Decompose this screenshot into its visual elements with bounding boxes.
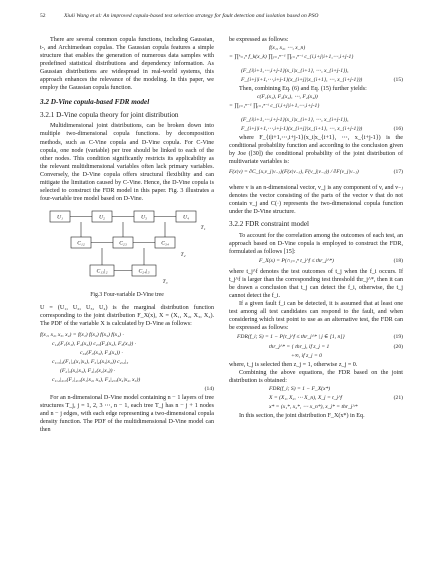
eq14-label: (14) (204, 386, 214, 393)
figure-dvine-tree (40, 207, 214, 311)
label-c34: C₃₄ (161, 240, 169, 247)
subsection-heading-3-2-2: 3.2.2 FDR constraint model (229, 220, 310, 229)
paragraph-then-combining: Then, combining Eq. (6) and Eq. (15) further yields: (239, 86, 367, 93)
paragraph-vector-v: where v is an n-dimensional vector, v_j is any component of v, and v₋ⱼ denotes the vector consisting of the parts of the vector v that do not contain v_j and C(·) represents the two-dimensional copula function under the D-Vine structure. (229, 185, 403, 216)
eq14-line-6: c₁,₄|₂,₃(F₁|₂,₃(x₁|x₂, x₃), F₄|₂,₃(x₄|x₂, x₃)) (52, 377, 141, 384)
eq21-label: (21) (393, 395, 403, 402)
eq14-line-5: (F₂|₃(x₂|x₃), F₄|₃(x₄|x₃)) · (60, 368, 116, 375)
page-number: 52 (40, 13, 46, 19)
eq21-line-1: FDR(f_i; S) = 1 − F_X(x*) (269, 386, 331, 393)
eq20-label: (20) (393, 344, 403, 351)
equation-19 (229, 333, 403, 343)
eq14-line-4: c₁,₃|₂(F₁|₂(x₁|x₂), F₃|₂(x₃|x₂)) c₂,₄|₃ (52, 359, 129, 366)
eq19-label: (19) (393, 334, 403, 341)
paragraph-dvine-theory: Multidimensional joint distributions, can be broken down into multiple two-dimensional copula functions. by decomposition methods, such as C-Vine copula and D-Vine copula. For C-Vine copula, one node (variable) per tree should be linked to each of the other nodes. This condition significantly restricts its applicability as the relevant multidimensional variables often lack primary variables. Conversely, the D-Vine copula offers structural flexibility and can mitigate the limitation caused by C-Vine. Hence, the D-Vine copula is selected to construct the FDR model in this paper. Fig. 3 illustrates a four-variable tree model based on D-Vine. (40, 123, 214, 202)
eq21-line-3: x* = (x₁*, x₂*, ⋯ x_n*), x_j* = thr_j^* (269, 404, 358, 411)
right-column (229, 36, 403, 420)
label-u2: U₂ (99, 214, 105, 221)
eq15-label: (15) (393, 77, 403, 84)
eq17-body: F(x|v) = ∂C_{x,v_j|v₋ⱼ}(F(x|v₋ⱼ), F(v_j|v₋ⱼ)) / ∂F(v_j|v₋ⱼ) (229, 169, 359, 176)
label-c13-2: C₁₃|₂ (96, 268, 108, 275)
paragraph-fdr-constraint: To account for the correlation among the outcomes of each test, an approach based on D-Vine copula is employed to construct the FDR, formulated as follows [15]: (229, 232, 403, 255)
paragraph-n-dimensional-dvine: For an n-dimensional D-Vine model containing n − 1 layers of tree structures T_j, j = 1, 2, 3 ⋯, n − 1, each tree T_j has n − j + 1 nodes and n − j edges, with each edge representing a two-dimensional copula density function. The PDF of the multidimensional D-Vine model can then (40, 395, 214, 434)
eq15-line-2: = ∏ᵏ₌₁ⁿ f_k(x_k) ∏ⱼ₌₁ⁿ⁻¹ ∏ᵢ₌₁ⁿ⁻ʲ c_{i,i+j|i+1,⋯,i+j-1} (229, 54, 354, 61)
paragraph-conditional-probability: where F_{i|i+1,⋯,i+j-1}(x_i|x_{i+1}, ⋯, x_{i+j-1}) is the conditional probability function and according to the conclusion given by Joe ([30]) the conditional probability of the joint distribution of multivariate variables is: (229, 135, 403, 166)
paragraph-copula-functions: There are several common copula functions, including Gaussian, t-, and Archimedean copulas. The Gaussian copula features a simple structure that enables the generation of numerous data samples with predefined statistical distributions and dependency information. As Gaussian distributions are widespread in real-world systems, this approach enhances the relevance of the modeling. In this paper, we employ the Gaussian copula function. (40, 37, 214, 92)
eq18-label: (18) (393, 257, 403, 264)
eq16-line-3: (F_{i|i+1,⋯,i+j-1}(x_i|x_{i+1}, ⋯, x_{i+j-1}), (241, 117, 349, 124)
left-column (40, 36, 214, 434)
section-heading-3-2: 3.2 D-Vine copula-based FDR model (40, 98, 150, 107)
paragraph-test-outcomes: where t_j^f denotes the test outcomes of t_j when the f_i occurs. If t_j^f is larger than the corresponding test threshold thr_j^*, then it can be drawn a conclusion that t_j can detect the f_i, otherwise, the t_j cannot detect the f_i. (229, 268, 403, 299)
paragraph-marginal-distribution: U = (U₁, U₂, U₃, U₄) is the marginal distribution function corresponding to the joint distribution F_X(x), X = (X₁, X₂, X₃, X₄). The PDF of the variable X is calculated by D-Vine as follows: (40, 304, 214, 328)
equation-14 (40, 331, 214, 394)
eq16-line-4: F_{i+j|i+1,⋯,i+j-1}(x_{i+j}|x_{i+1}, ⋯, x_{i+j-1})) (16) (241, 126, 403, 133)
figure-caption: Fig.3 Four-variable D-Vine tree (90, 291, 164, 298)
eq19-body: FDR(f_i; S) = 1 − P{t_j^f ≤ thr_j^* | j ∈ [1, n]} (237, 334, 345, 341)
label-c23: C₂₃ (119, 240, 127, 247)
paragraph-fault-detected: If a given fault f_i can be detected, it is assumed that at least one test among all test candidates can respond to the fault, and when considering which test point to use as an alternative test, the FDR can be expressed as follows: (229, 300, 403, 331)
equation-20 (229, 343, 403, 361)
equation-21 (229, 385, 403, 412)
label-t3: T₃ (162, 278, 168, 285)
eq14-line-2: c₁₂(F₁(x₁), F₂(x₂)) c₂₃(F₂(x₂), F₃(x₃)) · (52, 341, 137, 348)
label-u1: U₁ (57, 214, 63, 221)
running-title: Xiuli Wang et al: An improved copula-based test selection strategy for fault detection and isolation based on PSO (64, 13, 319, 19)
eq20-line-1: thr_j^* = { thr_j, if z_j = 1 (20) (269, 344, 403, 351)
label-t1: T₁ (200, 224, 206, 231)
eq18-body: F_X(x) = P(∩ⱼ₌₁ⁿ t_j^f ≤ thr_j^*) (259, 257, 334, 264)
eq15-line-1: f(x₁, x₂, ⋯, x_n) (269, 45, 306, 52)
label-u3: U₃ (141, 214, 147, 221)
dvine-tree-diagram (40, 207, 214, 311)
eq14-line-3: c₃₄(F₃(x₃), F₄(x₄)) · (80, 350, 123, 357)
eq16-line-1: c(F₁(x₁), F₂(x₂), ⋯, F₄(x₄)) (257, 94, 318, 101)
eq17-label: (17) (393, 169, 403, 176)
paragraph-in-this-section: In this section, the joint distribution F_X(x*) in Eq. (239, 413, 365, 420)
subsection-heading-3-2-1: 3.2.1 D-Vine copula theory for joint distribution (40, 111, 179, 120)
eq14-label-row (40, 385, 214, 394)
eq16-line-2: = ∏ⱼ₌₁ⁿ⁻¹ ∏ᵢ₌₁ⁿ⁻ʲ c_{i,i+j|i+1,⋯,i+j-1} (229, 103, 320, 110)
eq21-line-2: X = (X₁, X₂, ⋯ X_n), X_j = t_j^f (21) (269, 395, 403, 402)
equation-16 (229, 93, 403, 134)
paragraph-tj-selected: where, t_j is selected then z_j = 1, otherwise z_j = 0. (229, 362, 358, 369)
eq14-line-1: f(x₁, x₂, x₃, x₄) = f(x₁) f(x₂) f(x₃) f(x₄) · (40, 332, 124, 339)
eq15-line-3: (F_{i|i+1,⋯,i+j-1}(x_i|x_{i+1}, ⋯, x_{i+j-1}), (241, 68, 349, 75)
paragraph-expressed-as: be expressed as follows: (229, 37, 289, 43)
paragraph-combining: Combining the above equations, the FDR based on the joint distribution is obtained: (229, 370, 403, 385)
label-c12: C₁₂ (77, 240, 85, 247)
page-header (40, 13, 406, 23)
equation-15 (229, 44, 403, 85)
eq15-line-4: F_{i+j|i+1,⋯,i+j-1}(x_{i+j}|x_{i+1}, ⋯, x_{i+j-1})) (15) (241, 77, 403, 84)
equation-17 (229, 168, 403, 184)
equation-18 (229, 257, 403, 268)
label-t2: T₂ (180, 251, 186, 258)
label-c24-3: C₂₄|₃ (138, 268, 150, 275)
label-u4: U₄ (183, 214, 189, 221)
eq20-line-2: +∞, if z_j = 0 (291, 353, 322, 360)
eq16-label: (16) (393, 126, 403, 133)
